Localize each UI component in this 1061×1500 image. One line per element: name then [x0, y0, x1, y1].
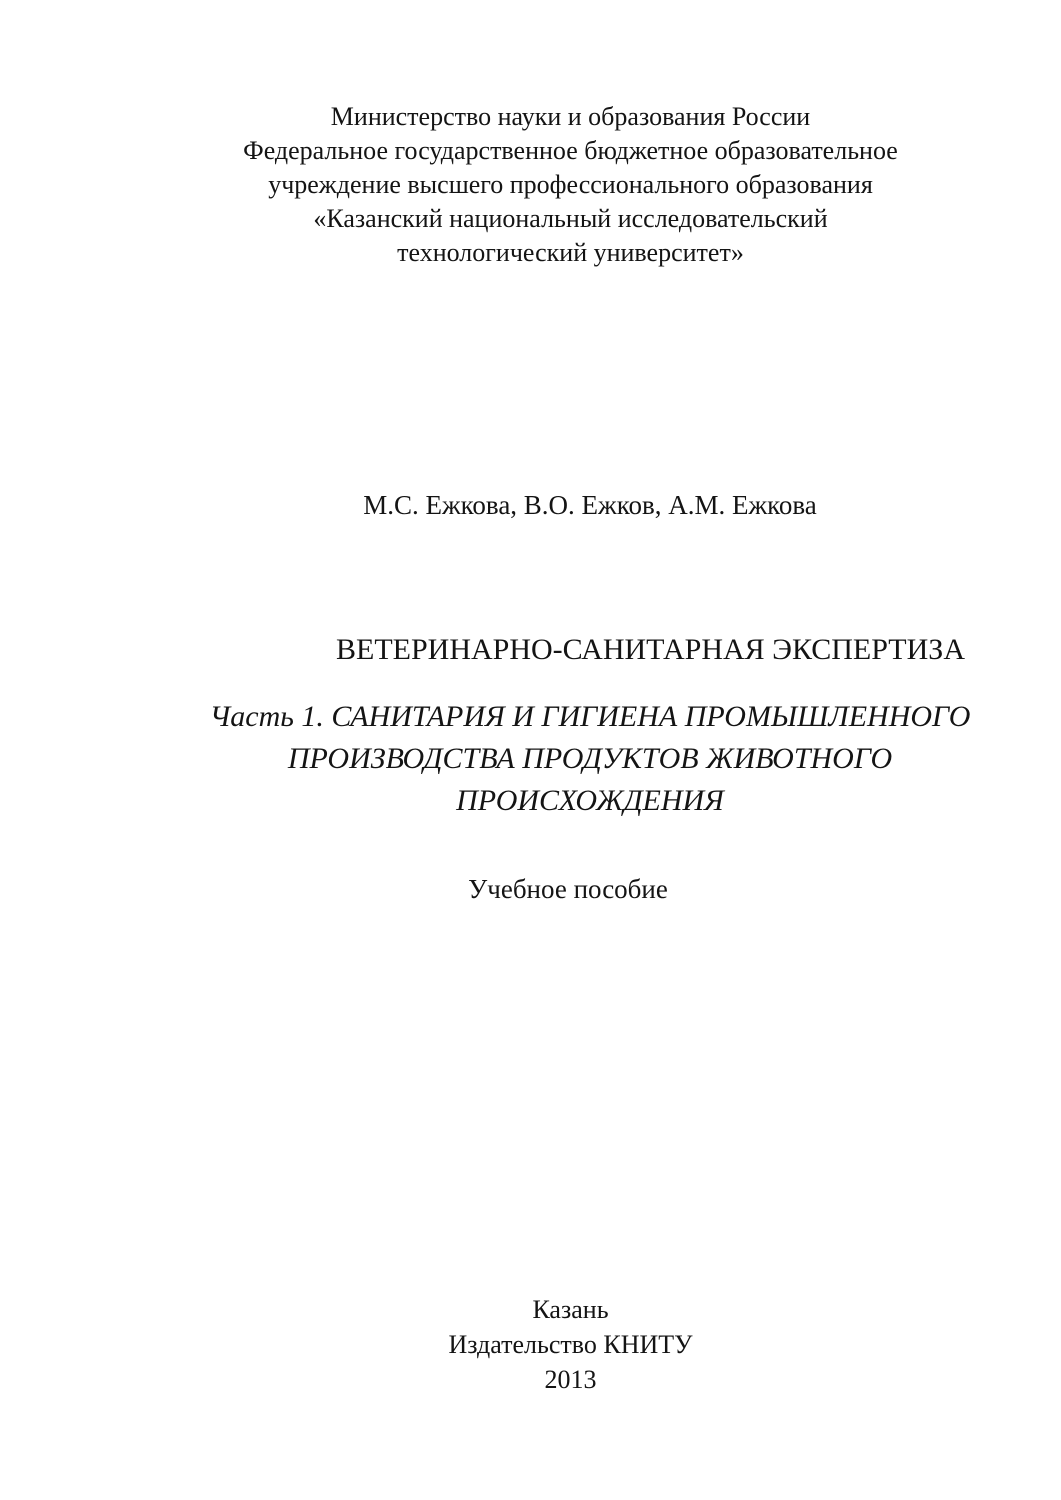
- subtitle-line-1: Часть 1. САНИТАРИЯ И ГИГИЕНА ПРОМЫШЛЕННОГО: [209, 700, 971, 733]
- book-title: ВЕТЕРИНАРНО-САНИТАРНАЯ ЭКСПЕРТИЗА: [335, 633, 965, 666]
- header-line-federal: Федеральное государственное бюджетное образовательное: [243, 136, 898, 165]
- header-line-university-name: «Казанский национальный исследовательский: [313, 204, 828, 233]
- book-subtitle: [40, 696, 1061, 822]
- publication-kind: Учебное пособие: [468, 874, 668, 904]
- subtitle-line-3: ПРОИСХОЖДЕНИЯ: [456, 784, 724, 817]
- header-line-university-name-cont: технологический университет»: [397, 238, 744, 267]
- header-line-institution-type: учреждение высшего профессионального образования: [268, 170, 873, 199]
- imprint-city: Казань: [532, 1295, 609, 1324]
- imprint-publisher: Издательство КНИТУ: [448, 1330, 693, 1359]
- authors: М.С. Ежкова, В.О. Ежков, А.М. Ежкова: [363, 490, 817, 520]
- institution-header: [40, 100, 1061, 270]
- imprint: [40, 1292, 1061, 1397]
- header-line-ministry: Министерство науки и образования России: [330, 102, 811, 131]
- imprint-year: 2013: [544, 1365, 597, 1394]
- subtitle-line-2: ПРОИЗВОДСТВА ПРОДУКТОВ ЖИВОТНОГО: [287, 742, 893, 775]
